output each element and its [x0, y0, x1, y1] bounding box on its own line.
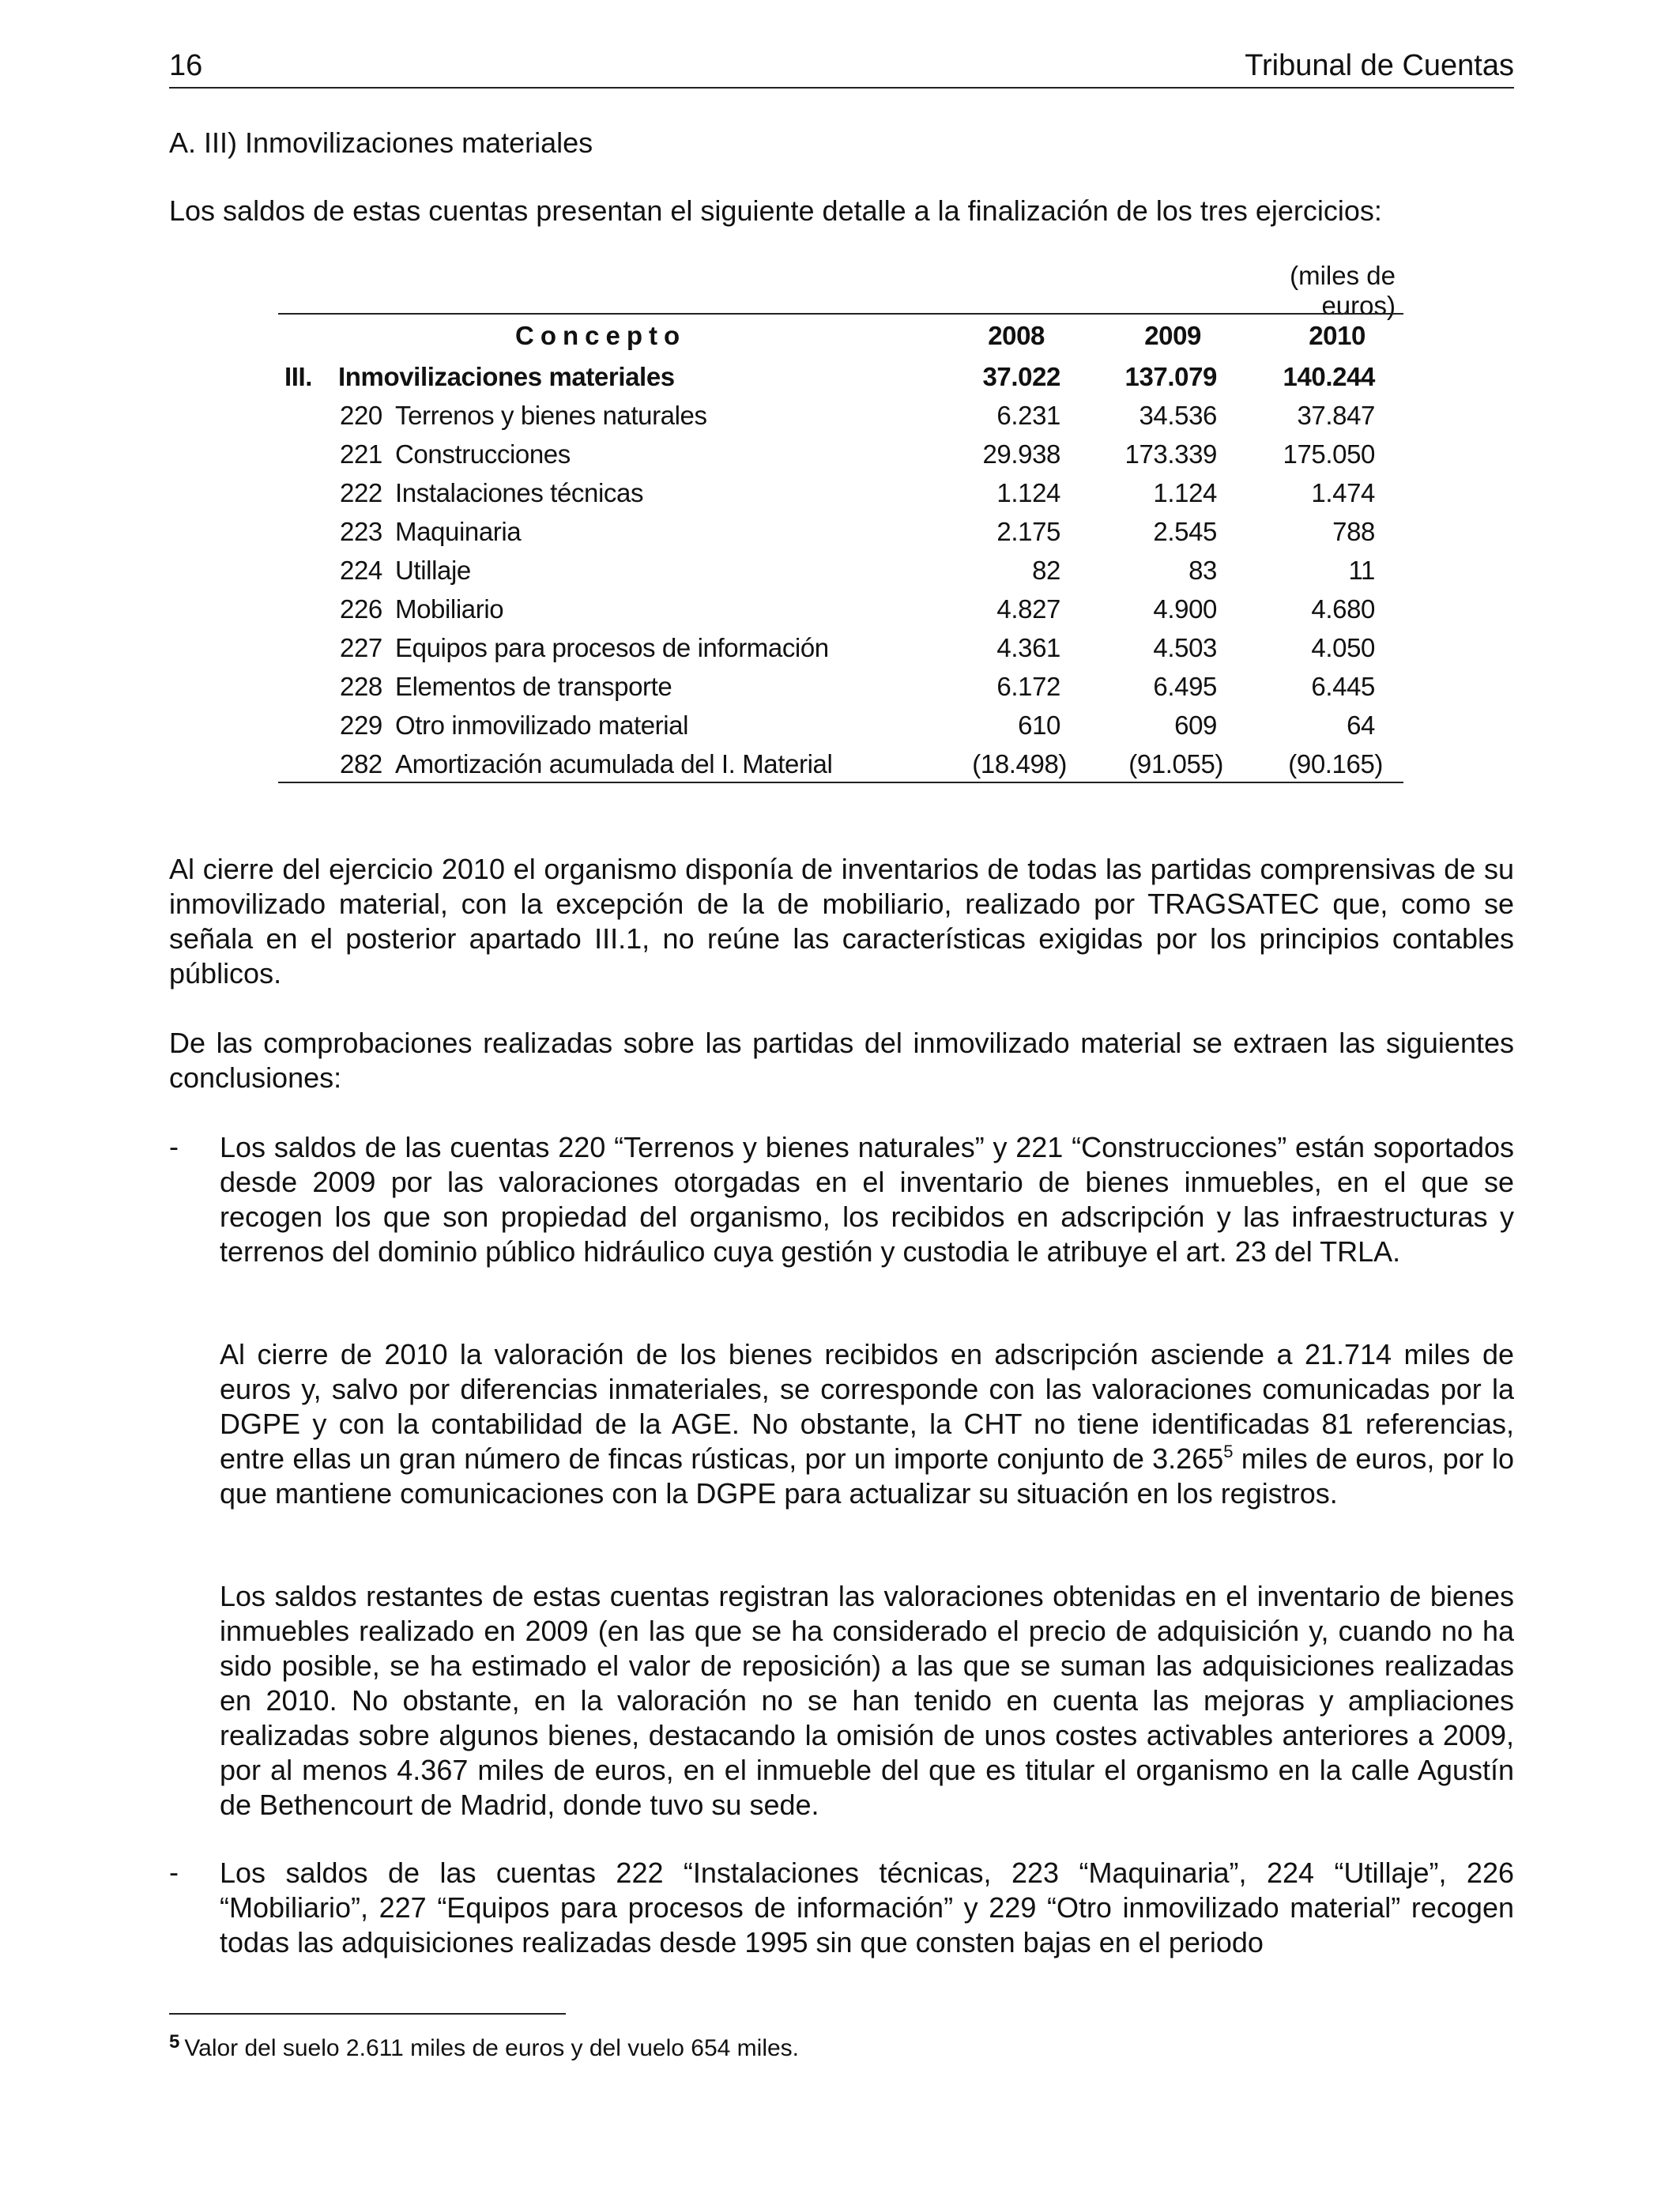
row-2010: 788 [1332, 517, 1375, 546]
row-code: 229 [340, 711, 382, 740]
table-row [278, 472, 1403, 511]
table-row [278, 433, 1403, 472]
row-2008: 6.172 [996, 672, 1060, 701]
row-2009: 2.545 [1153, 517, 1217, 546]
adscripcion-text: Al cierre de 2010 la valoración de los bienes recibidos en adscripción asciende a 21.714 miles de euros y, salvo por diferencias inmateriales, se corresponde con las valoraciones comunicadas por la DGPE y con la contabilidad de la AGE. No obstante, la CHT no tiene identificadas 81 referencias, entre ellas un gran número de fincas rústicas, por un importe conjunto de 3.265 [220, 1338, 1514, 1475]
row-label: Construcciones [395, 439, 571, 469]
row-2010: 4.050 [1311, 633, 1375, 662]
footnote-text: Valor del suelo 2.611 miles de euros y del vuelo 654 miles. [184, 2035, 800, 2061]
row-code: 220 [340, 401, 382, 430]
paragraph-inventory: Al cierre del ejercicio 2010 el organismo disponía de inventarios de todas las partidas comprensivas de su inmovilizado material, con la excepción de la de mobiliario, realizado por TRAGSATEC que, como se señala en el posterior apartado III.1, no reúne las características exigidas por los principios contables públicos. [169, 853, 1514, 990]
row-2010: 37.847 [1297, 401, 1375, 430]
footnote [169, 2031, 799, 2062]
table-row [278, 511, 1403, 549]
row-label: Elementos de transporte [395, 672, 672, 701]
col-header-2008: 2008 [988, 321, 1045, 350]
row-code: 228 [340, 672, 382, 701]
row-code: 282 [340, 749, 382, 778]
bullet-dash: - [169, 1856, 179, 1888]
balances-table [278, 313, 1403, 783]
section-title: A. III) Inmovilizaciones materiales [169, 126, 593, 159]
row-code: 227 [340, 633, 382, 662]
row-2010: 1.474 [1311, 478, 1375, 507]
row-code: 221 [340, 439, 382, 469]
table-row [278, 549, 1403, 588]
total-roman: III. [284, 362, 313, 391]
row-code: 224 [340, 556, 382, 585]
bullet-instalaciones: Los saldos de las cuentas 222 “Instalaciones técnicas, 223 “Maquinaria”, 224 “Utillaje”, 226 “Mobiliario”, 227 “Equipos para procesos de información” y 229 “Otro inmovilizado material” recogen todas las adquisiciones realizadas desde 1995 sin que consten bajas en el periodo [220, 1857, 1514, 1958]
table-row [278, 394, 1403, 433]
row-2010: 6.445 [1311, 672, 1375, 701]
row-2008: (18.498) [972, 749, 1067, 778]
row-2008: 610 [1018, 711, 1060, 740]
row-code: 226 [340, 594, 382, 624]
table-total-row [278, 356, 1403, 394]
row-2008: 1.124 [996, 478, 1060, 507]
table-row [278, 627, 1403, 665]
row-label: Equipos para procesos de información [395, 633, 829, 662]
intro-text: Los saldos de estas cuentas presentan el siguiente detalle a la finalización de los tres ejercicios: [169, 194, 1382, 227]
units-label: (miles de euros) [1290, 261, 1396, 320]
row-2010: 175.050 [1283, 439, 1375, 469]
paragraph-saldos-restantes: Los saldos restantes de estas cuentas registran las valoraciones obtenidas en el inventario de bienes inmuebles realizado en 2009 (en las que se ha considerado el precio de adquisición y, cuando no ha sido posible, se ha estimado el valor de reposición) a las que se suman las adquisiciones realizadas en 2010. No obstante, en la valoración no se han tenido en cuenta las mejoras y ampliaciones realizadas sobre algunos bienes, destacando la omisión de unos costes activables anteriores a 2009, por al menos 4.367 miles de euros, en el inmueble del que es titular el organismo en la calle Agustín de Bethencourt de Madrid, donde tuvo su sede. [220, 1580, 1514, 1821]
row-label: Mobiliario [395, 594, 504, 624]
row-label: Terrenos y bienes naturales [395, 401, 707, 430]
col-header-concepto: Concepto [515, 321, 687, 350]
table-row [278, 588, 1403, 627]
row-label: Maquinaria [395, 517, 522, 546]
footnote-separator [169, 2013, 566, 2015]
table-header-row [278, 315, 1403, 356]
paragraph-conclusions-intro: De las comprobaciones realizadas sobre las partidas del inmovilizado material se extraen las siguientes conclusiones: [169, 1027, 1514, 1094]
row-2009: (91.055) [1128, 749, 1223, 778]
row-label: Instalaciones técnicas [395, 478, 644, 507]
row-2009: 6.495 [1153, 672, 1217, 701]
row-code: 223 [340, 517, 382, 546]
row-2009: 4.900 [1153, 594, 1217, 624]
adscripcion-text-cont: miles de euros, por lo que mantiene comunicaciones con la DGPE para actualizar su situación en los registros. [220, 1442, 1515, 1510]
row-2009: 173.339 [1124, 439, 1217, 469]
col-header-2010: 2010 [1309, 321, 1365, 350]
row-2009: 1.124 [1153, 478, 1217, 507]
table-row [278, 704, 1403, 743]
row-2010: 4.680 [1311, 594, 1375, 624]
header-title: Tribunal de Cuentas [1245, 49, 1514, 82]
total-2009: 137.079 [1124, 362, 1217, 391]
total-2008: 37.022 [982, 362, 1060, 391]
row-code: 222 [340, 478, 382, 507]
bullet-terrenos-construcciones: Los saldos de las cuentas 220 “Terrenos y bienes naturales” y 221 “Construcciones” están soportados desde 2009 por las valoraciones otorgadas en el inventario de bienes inmuebles, en el que se recogen los que son propiedad del organismo, los recibidos en adscripción y las infraestructuras y terrenos del dominio público hidráulico cuya gestión y custodia le atribuye el art. 23 del TRLA. [220, 1131, 1514, 1268]
row-2008: 4.361 [996, 633, 1060, 662]
footnote-ref: 5 [1223, 1442, 1234, 1461]
row-2008: 6.231 [996, 401, 1060, 430]
row-2009: 83 [1188, 556, 1217, 585]
col-header-2009: 2009 [1144, 321, 1201, 350]
row-label: Amortización acumulada del I. Material [395, 749, 833, 778]
row-2008: 82 [1032, 556, 1060, 585]
paragraph-adscripcion [220, 1337, 1514, 1511]
total-label: Inmovilizaciones materiales [338, 362, 675, 391]
table-row [278, 743, 1403, 782]
page-header [169, 46, 1514, 89]
table-row [278, 665, 1403, 704]
row-2008: 2.175 [996, 517, 1060, 546]
row-2009: 609 [1174, 711, 1217, 740]
page-number: 16 [169, 49, 203, 82]
row-label: Otro inmovilizado material [395, 711, 689, 740]
row-2008: 29.938 [982, 439, 1060, 469]
row-label: Utillaje [395, 556, 471, 585]
total-2010: 140.244 [1283, 362, 1375, 391]
row-2010: 64 [1347, 711, 1375, 740]
footnote-mark: 5 [169, 2031, 180, 2053]
row-2009: 4.503 [1153, 633, 1217, 662]
row-2010: 11 [1348, 556, 1375, 585]
row-2008: 4.827 [996, 594, 1060, 624]
row-2009: 34.536 [1139, 401, 1217, 430]
bullet-dash: - [169, 1130, 179, 1163]
row-2010: (90.165) [1288, 749, 1383, 778]
